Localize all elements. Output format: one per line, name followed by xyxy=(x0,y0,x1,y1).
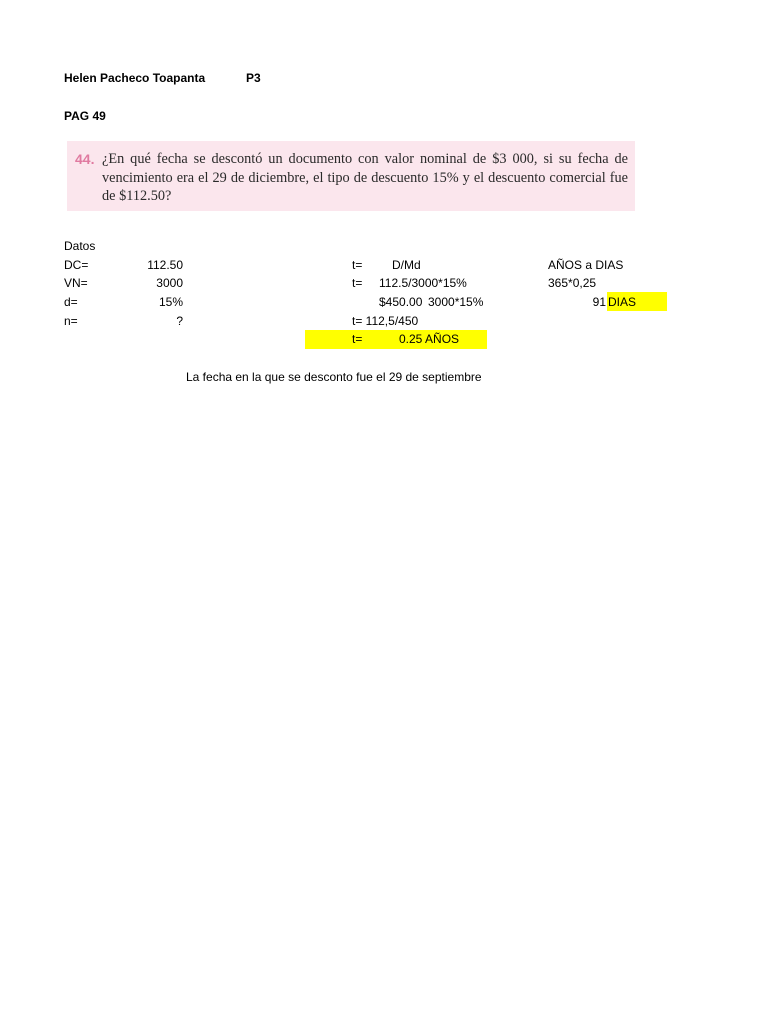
datos-label-vn: VN= xyxy=(64,276,88,290)
formula-row2-label: t= xyxy=(352,276,363,290)
problem-statement-box xyxy=(67,141,635,211)
formula-row1-label: t= xyxy=(352,258,363,272)
datos-label-dc: DC= xyxy=(64,258,89,272)
problem-number: 44. xyxy=(75,151,95,167)
conversion-expr: 365*0,25 xyxy=(548,276,597,290)
student-name: Helen Pacheco Toapanta xyxy=(64,71,206,85)
page-reference: PAG 49 xyxy=(64,109,106,123)
datos-value-n: ? xyxy=(176,314,183,328)
formula-row3-amount: $450.00 xyxy=(379,295,423,309)
datos-label-n: n= xyxy=(64,314,78,328)
datos-value-vn: 3000 xyxy=(156,276,183,290)
datos-title: Datos xyxy=(64,239,96,253)
datos-value-dc: 112.50 xyxy=(147,258,183,272)
conversion-title: AÑOS a DIAS xyxy=(548,258,624,272)
datos-value-d: 15% xyxy=(158,295,183,309)
result-label: t= xyxy=(352,332,363,346)
result-highlight xyxy=(305,330,487,349)
formula-row3-expr: 3000*15% xyxy=(428,295,484,309)
formula-row4-expr: t= 112,5/450 xyxy=(352,314,419,328)
datos-label-d: d= xyxy=(64,295,78,309)
conclusion-text: La fecha en la que se desconto fue el 29 de septiembre xyxy=(186,370,482,384)
result-value: 0.25 AÑOS xyxy=(399,332,460,346)
problem-text: ¿En qué fecha se descontó un documento con valor nominal de $3 000, si su fecha de vencimiento era el 29 de diciembre, el tipo de descuento 15% y el descuento comercial fue de $112.50? xyxy=(102,151,628,204)
days-value: 91 xyxy=(592,295,606,309)
group-label: P3 xyxy=(246,71,261,85)
formula-row1-expr: D/Md xyxy=(392,258,421,272)
days-unit: DIAS xyxy=(608,295,637,309)
formula-row2-expr: 112.5/3000*15% xyxy=(379,276,467,290)
